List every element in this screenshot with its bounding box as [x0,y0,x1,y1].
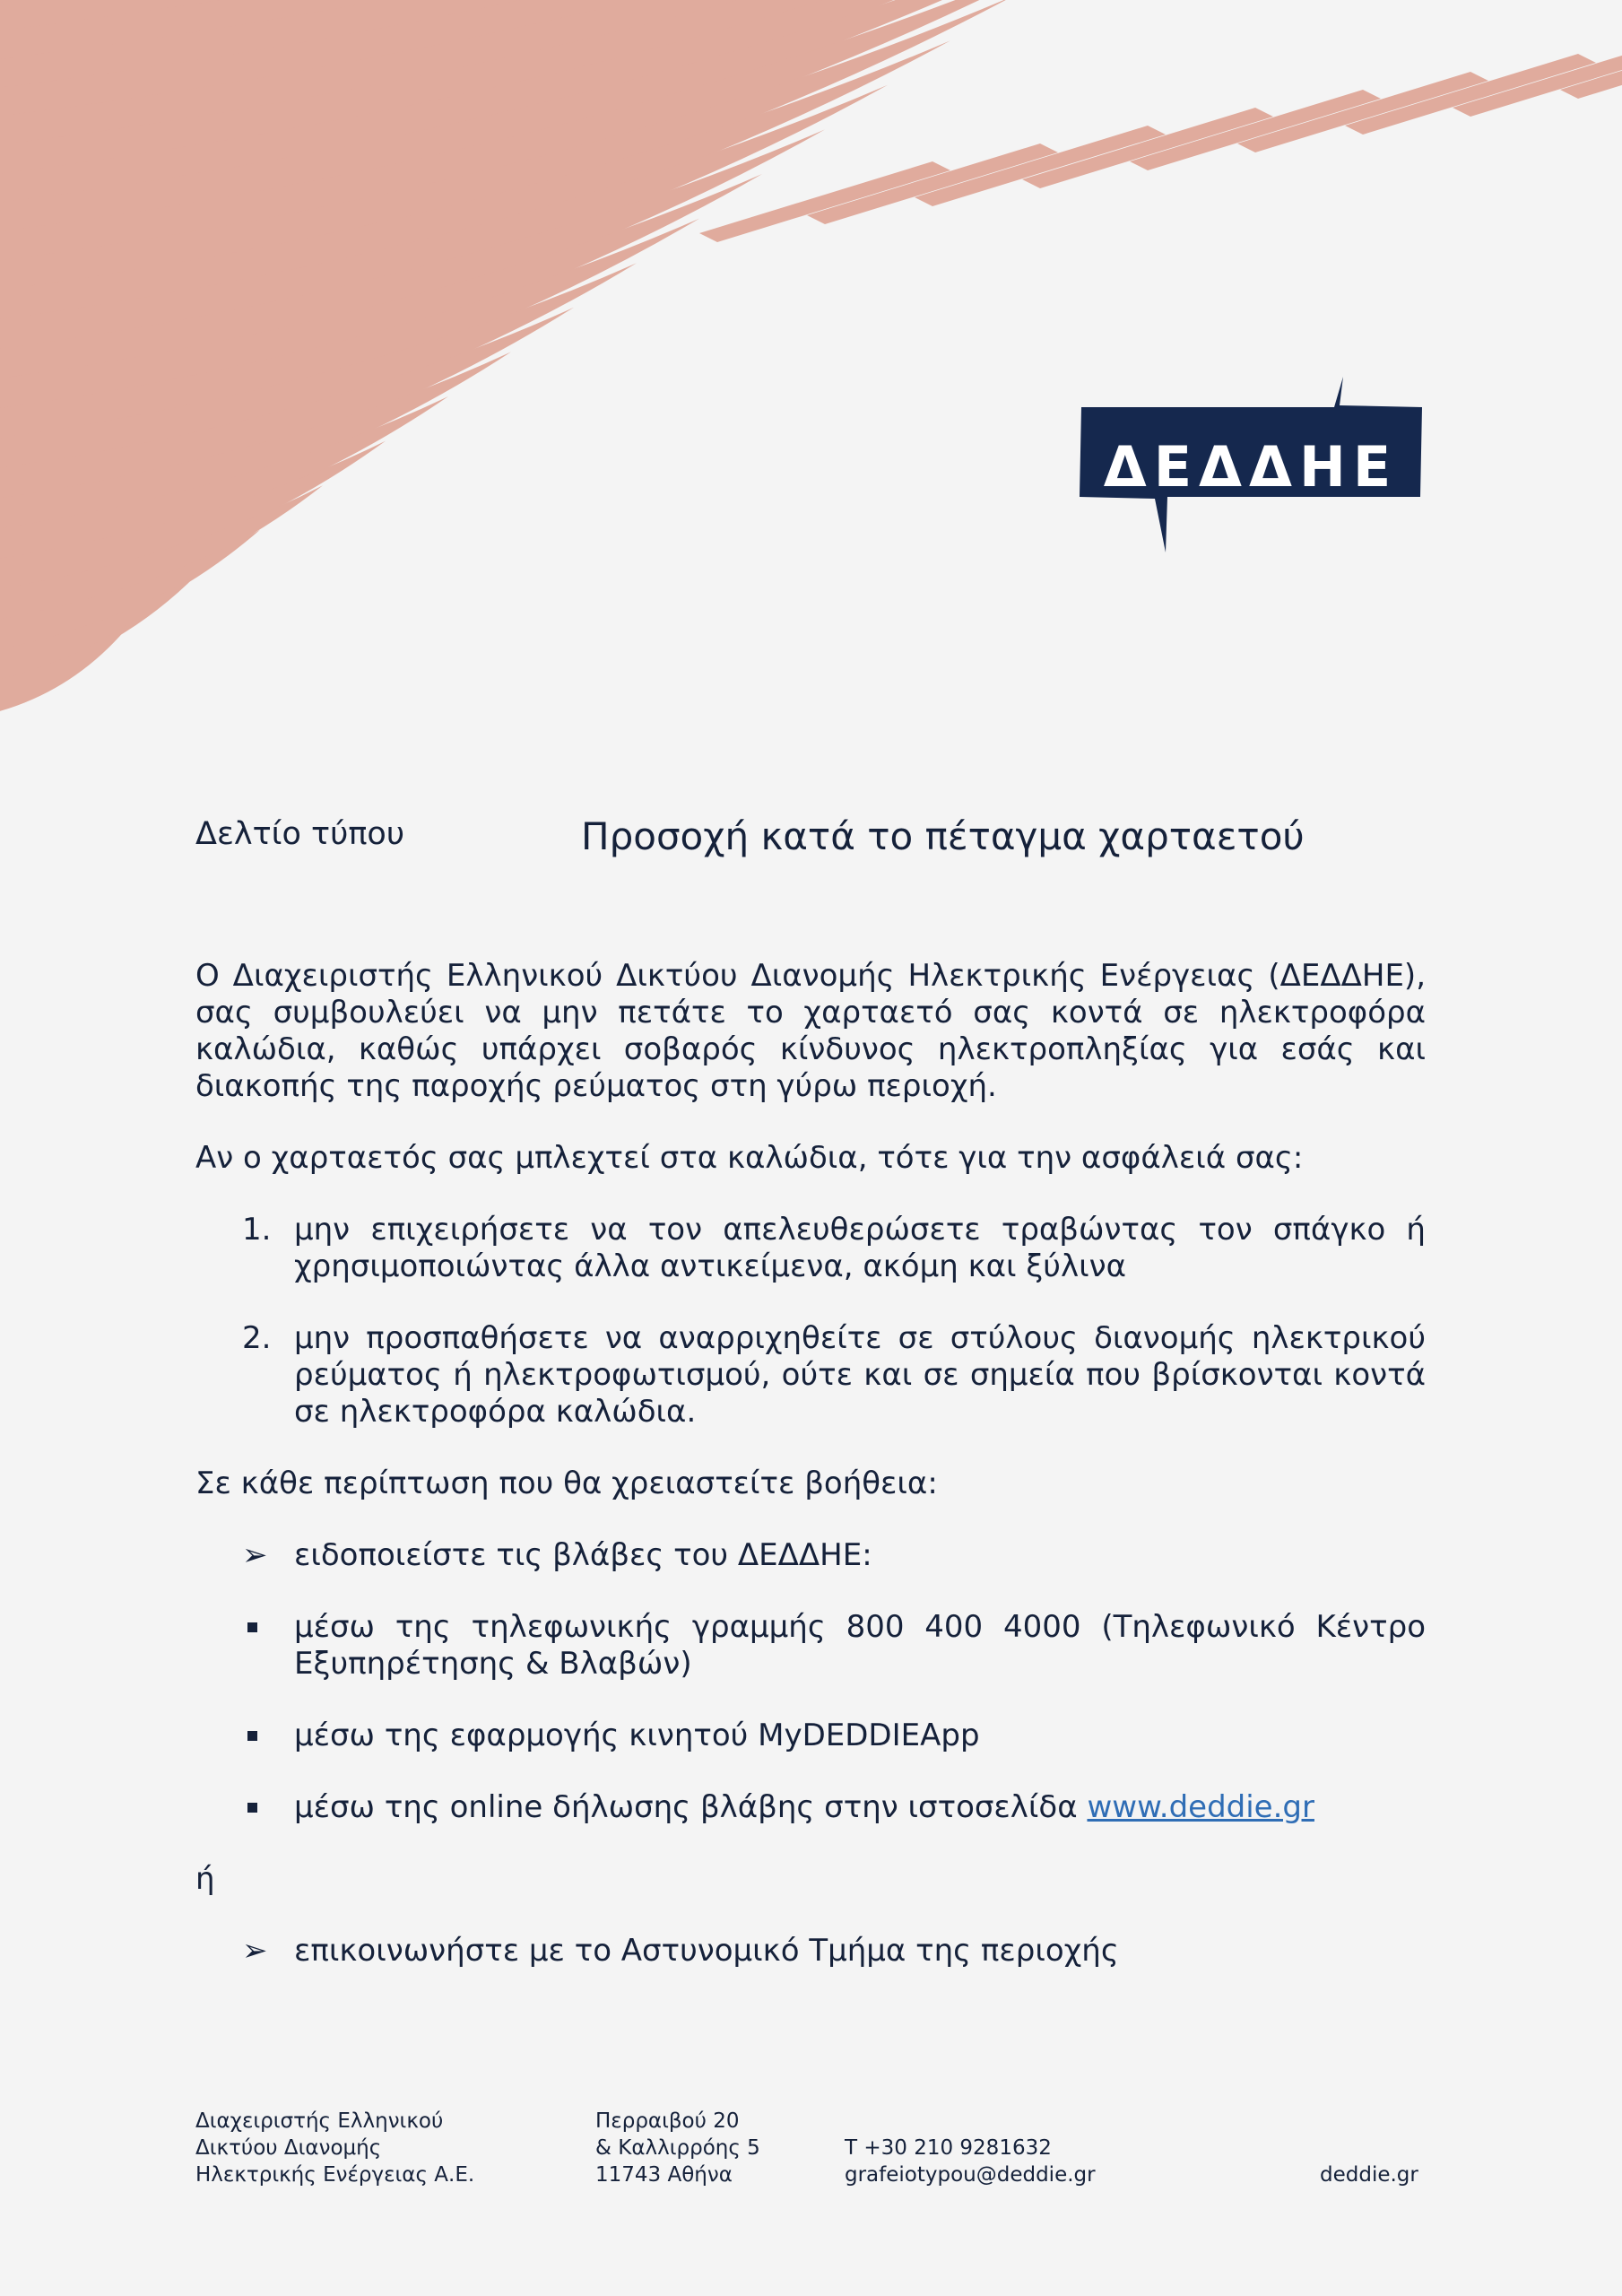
footer-company-line: Δικτύου Διανομής [195,2136,382,2160]
list-item-text: μέσω της τηλεφωνικής γραμμής 800 400 4000 (Τηλεφωνικό Κέντρο Εξυπηρέτησης & Βλαβών) [294,1609,1426,1682]
list-number: 2. [242,1320,272,1356]
footer-company-line: Ηλεκτρικής Ενέργειας Α.Ε. [195,2163,475,2187]
help-intro: Σε κάθε περίπτωση που θα χρειαστείτε βοήθεια: [195,1465,938,1501]
arrow-bullet-icon: ➢ [242,1537,268,1573]
decorative-ribbon [1130,90,1381,170]
arrow-bullet-icon: ➢ [242,1933,268,1969]
square-bullet-icon [247,1803,257,1813]
footer-address-line: & Καλλιρρόης 5 [595,2136,760,2160]
square-bullet-icon [247,1731,257,1741]
deddie-website-link[interactable]: www.deddie.gr [1087,1789,1314,1825]
footer-email[interactable]: grafeiotypou@deddie.gr [845,2163,1096,2187]
or-text: ή [195,1861,215,1897]
safety-intro: Αν ο χαρταετός σας μπλεχτεί στα καλώδια, τότε για την ασφάλειά σας: [195,1140,1304,1176]
bullet-item-phone [195,1609,1426,1683]
list-item-text: ειδοποιείστε τις βλάβες του ΔΕΔΔΗΕ: [294,1537,872,1573]
decorative-ribbon [807,144,1058,224]
document-kicker: Δελτίο τύπου [195,816,405,852]
arrow-item-police [195,1933,1426,1970]
square-bullet-icon [247,1622,257,1632]
arrow-item-faults [195,1537,1426,1574]
footer-phone: Τ +30 210 9281632 [845,2136,1052,2160]
bullet-item-app [195,1718,1426,1754]
footer-address-line: 11743 Αθήνα [595,2163,733,2187]
decorative-ribbon [915,126,1166,206]
footer-company-line: Διαχειριστής Ελληνικού [195,2109,444,2133]
decorative-ribbon [1237,72,1488,152]
logo-text: ΔΕΔΔΗΕ [1103,433,1399,500]
deddie-logo [1076,375,1426,554]
decorative-wave-pattern [0,0,1622,735]
numbered-item-2 [195,1320,1426,1431]
page-title: Προσοχή κατά το πέταγμα χαρταετού [581,814,1305,858]
list-number: 1. [242,1212,272,1248]
numbered-item-1 [195,1212,1426,1285]
decorative-ribbon [1345,54,1596,135]
list-item-text: μέσω της online δήλωσης βλάβης στην ιστοσελίδα [294,1789,1088,1825]
list-item-text: επικοινωνήστε με το Αστυνομικό Τμήμα της περιοχής [294,1933,1119,1969]
document-body [195,958,1426,1970]
intro-paragraph: Ο Διαχειριστής Ελληνικού Δικτύου Διανομής Ηλεκτρικής Ενέργειας (ΔΕΔΔΗΕ), σας συμβουλεύει να μην πετάτε το χαρταετό σας κοντά σε ηλεκτροφόρα καλώδια, καθώς υπάρχει σοβαρός κίνδυνος ηλεκτροπληξίας για εσάς και διακοπής της παροχής ρεύματος στη γύρω περιοχή. [195,958,1426,1104]
footer-contact [845,2135,1096,2188]
list-item-text: μέσω της εφαρμογής κινητού MyDEDDIEApp [294,1718,980,1753]
footer-website[interactable]: deddie.gr [1320,2163,1418,2187]
footer-address [595,2108,760,2188]
decorative-ribbon [1022,108,1273,188]
list-item-text: μην προσπαθήσετε να αναρριχηθείτε σε στύλους διανομής ηλεκτρικού ρεύματος ή ηλεκτροφωτισμού, ούτε και σε σημεία που βρίσκονται κοντά σε ηλεκτροφόρα καλώδια. [294,1320,1426,1430]
footer-address-line: Περραιβού 20 [595,2109,740,2133]
footer-company [195,2108,474,2188]
bullet-item-online [195,1789,1426,1826]
list-item-text: μην επιχειρήσετε να τον απελευθερώσετε τραβώντας τον σπάγκο ή χρησιμοποιώντας άλλα αντικείμενα, ακόμη και ξύλινα [294,1212,1426,1284]
